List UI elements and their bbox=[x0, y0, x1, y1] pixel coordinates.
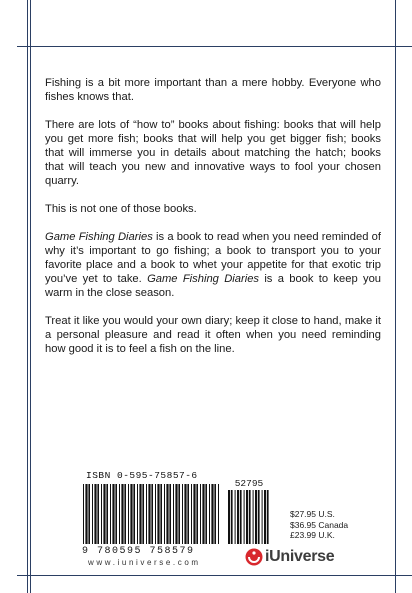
blurb bbox=[45, 76, 381, 370]
publisher-logo bbox=[245, 548, 334, 566]
left-rule-inner bbox=[30, 0, 31, 593]
barcode-bar bbox=[94, 484, 96, 544]
barcode-bar bbox=[202, 484, 204, 544]
publisher-url: www.iuniverse.com bbox=[88, 558, 201, 567]
barcode-bar bbox=[267, 490, 269, 544]
barcode-bar bbox=[142, 484, 144, 544]
barcode-bar bbox=[246, 490, 248, 544]
addon-barcode bbox=[228, 490, 270, 544]
barcode-bar bbox=[101, 484, 102, 544]
barcode-bar bbox=[157, 484, 159, 544]
barcode-bar bbox=[237, 490, 239, 544]
bottom-rule bbox=[17, 575, 412, 576]
barcode-bar bbox=[228, 490, 230, 544]
barcode-bar bbox=[166, 484, 168, 544]
barcode-bar bbox=[178, 484, 180, 544]
barcode-bar bbox=[235, 490, 236, 544]
barcode-bar bbox=[258, 490, 260, 544]
barcode-bar bbox=[92, 484, 93, 544]
barcode-bar bbox=[173, 484, 174, 544]
price-list bbox=[290, 509, 348, 541]
barcode-bar bbox=[175, 484, 177, 544]
barcode-bar bbox=[253, 490, 254, 544]
isbn-label: ISBN 0-595-75857-6 bbox=[86, 470, 198, 481]
barcode-bar bbox=[244, 490, 245, 544]
barcode-bar bbox=[240, 490, 242, 544]
barcode-bar bbox=[169, 484, 171, 544]
barcode-bar bbox=[106, 484, 108, 544]
barcode-bar bbox=[139, 484, 141, 544]
book-title: Game Fishing Diaries bbox=[45, 231, 153, 243]
barcode-bar bbox=[115, 484, 117, 544]
left-rule-outer bbox=[27, 0, 28, 593]
paragraph-1: Fishing is a bit more important than a mere hobby. Everyone who fishes knows that. bbox=[45, 77, 381, 103]
barcode-bar bbox=[249, 490, 251, 544]
paragraph-3: This is not one of those books. bbox=[45, 203, 197, 215]
barcode-bar bbox=[121, 484, 123, 544]
book-title-2: Game Fishing Diaries bbox=[147, 273, 260, 285]
price-us: $27.95 U.S. bbox=[290, 509, 335, 519]
barcode-bar bbox=[88, 484, 90, 544]
barcode-bar bbox=[83, 484, 84, 544]
paragraph-2: There are lots of “how to” books about fishing: books that will help you get more fish; books that will help you get bigger fish; books that will immerse you in details about matching the hatch; books that will teach you new and innovative ways to fool your chosen quarry. bbox=[45, 119, 381, 187]
barcode-bar bbox=[119, 484, 120, 544]
barcode-bar bbox=[196, 484, 198, 544]
paragraph-4-mid: is a book to read when you need reminded of why it’s important to go fishing; a book to transport you to your favorite place and a book to whet your appetite for that exotic trip you’ve yet to take. bbox=[45, 231, 381, 285]
addon-digits: 52795 bbox=[234, 478, 264, 489]
barcode-bar bbox=[160, 484, 162, 544]
ean-barcode bbox=[83, 484, 221, 544]
barcode-bar bbox=[97, 484, 99, 544]
barcode-bar bbox=[85, 484, 87, 544]
ean-digits: 9 780595 758579 bbox=[82, 546, 195, 557]
barcode-bar bbox=[211, 484, 213, 544]
barcode-bar bbox=[193, 484, 195, 544]
paragraph-4-end: is a book to keep you warm in the close season. bbox=[45, 273, 382, 299]
barcode-bar bbox=[124, 484, 126, 544]
barcode-bar bbox=[137, 484, 138, 544]
right-rule bbox=[395, 0, 396, 593]
publisher-name: iUniverse bbox=[265, 548, 335, 565]
barcode-bar bbox=[164, 484, 165, 544]
barcode-bar bbox=[200, 484, 201, 544]
barcode-bar bbox=[133, 484, 135, 544]
barcode-bar bbox=[112, 484, 114, 544]
barcode-bar bbox=[214, 484, 216, 544]
barcode-bar bbox=[184, 484, 186, 544]
barcode-bar bbox=[103, 484, 105, 544]
barcode-bar bbox=[209, 484, 210, 544]
paragraph-5: Treat it like you would your own diary; keep it close to hand, make it a personal pleasure and read it often when you need reminding how good it is to feel a fish on the line. bbox=[45, 315, 381, 355]
barcode-bar bbox=[191, 484, 192, 544]
barcode-bar bbox=[255, 490, 257, 544]
barcode-bar bbox=[148, 484, 150, 544]
barcode-bar bbox=[231, 490, 233, 544]
barcode-bar bbox=[146, 484, 147, 544]
barcode-bar bbox=[218, 484, 219, 544]
barcode-bar bbox=[128, 484, 129, 544]
top-rule bbox=[17, 46, 412, 47]
paragraph-4 bbox=[45, 230, 381, 300]
barcode-bar bbox=[264, 490, 266, 544]
barcode-bar bbox=[130, 484, 132, 544]
barcode-bar bbox=[187, 484, 189, 544]
barcode-bar bbox=[182, 484, 183, 544]
barcode-bar bbox=[155, 484, 156, 544]
barcode-bar bbox=[110, 484, 111, 544]
barcode-bar bbox=[262, 490, 263, 544]
price-uk: £23.99 U.K. bbox=[290, 530, 335, 540]
barcode-bar bbox=[205, 484, 207, 544]
price-canada: $36.95 Canada bbox=[290, 519, 349, 530]
barcode-bar bbox=[151, 484, 153, 544]
iuniverse-logo-icon bbox=[245, 548, 263, 566]
